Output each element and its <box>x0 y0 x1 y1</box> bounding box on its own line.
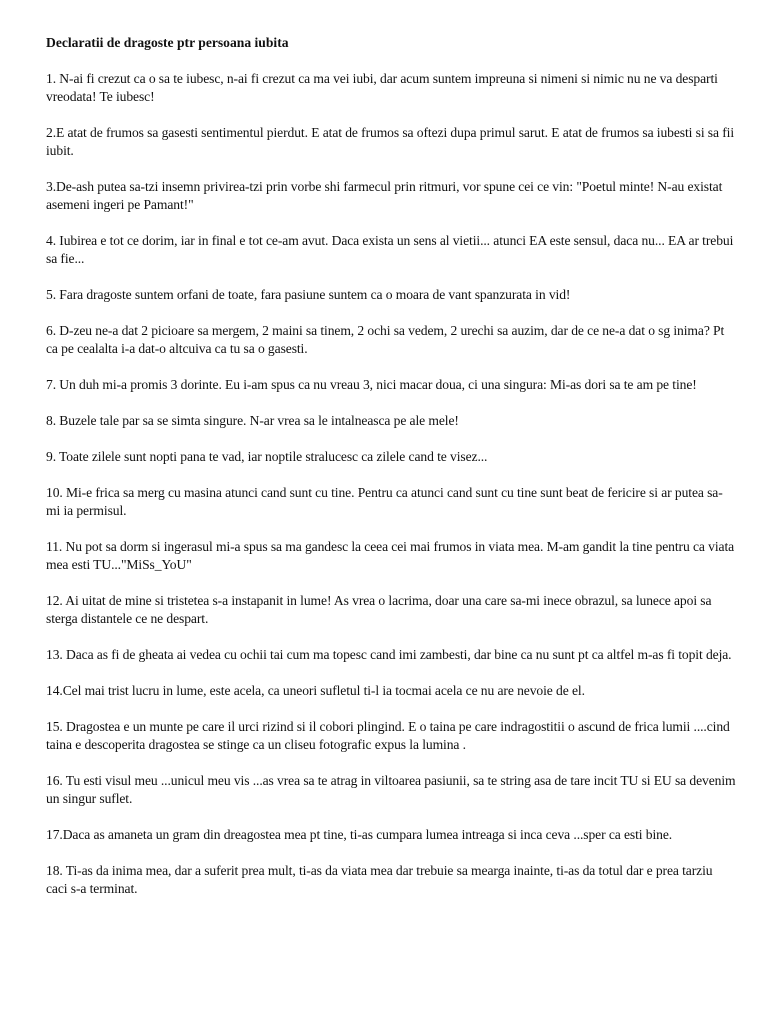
paragraph-4: 4. Iubirea e tot ce dorim, iar in final e tot ce-am avut. Daca exista un sens al vietii... atunci EA este sensul, daca nu... EA ar trebui sa fie... <box>46 233 734 266</box>
paragraph-11: 11. Nu pot sa dorm si ingerasul mi-a spus sa ma gandesc la ceea cei mai frumos in viata mea. M-am gandit la tine pentru ca viata mea esti TU..."MiSs_YoU" <box>46 539 735 572</box>
document-title: Declaratii de dragoste ptr persoana iubita <box>46 35 289 50</box>
paragraph-2: 2.E atat de frumos sa gasesti sentimentul pierdut. E atat de frumos sa oftezi dupa primul sarut. E atat de frumos sa iubesti si sa fii iubit. <box>46 125 735 158</box>
document-page <box>46 34 736 916</box>
paragraph-3: 3.De-ash putea sa-tzi insemn privirea-tzi prin vorbe shi farmecul prin ritmuri, vor spune cei ce vin: "Poetul minte! N-au existat asemeni ingeri pe Pamant!" <box>46 179 723 212</box>
paragraph-13: 13. Daca as fi de gheata ai vedea cu ochii tai cum ma topesc cand imi zambesti, dar bine ca nu sunt pt ca altfel m-as fi topit deja. <box>46 647 732 662</box>
paragraph-15: 15. Dragostea e un munte pe care il urci rizind si il cobori plingind. E o taina pe care indragostitii o ascund de frica lumii ....cind taina e descoperita dragostea se stinge ca un cliseu fotografic expus la lumina . <box>46 719 730 752</box>
paragraph-12: 12. Ai uitat de mine si tristetea s-a instapanit in lume! As vrea o lacrima, doar una care sa-mi inece obrazul, sa lunece apoi sa sterga distantele ce ne despart. <box>46 593 712 626</box>
paragraph-6: 6. D-zeu ne-a dat 2 picioare sa mergem, 2 maini sa tinem, 2 ochi sa vedem, 2 urechi sa auzim, dar de ce ne-a dat o sg inima? Pt ca pe cealalta i-a dat-o altcuiva ca tu sa o gasesti. <box>46 323 725 356</box>
paragraph-5: 5. Fara dragoste suntem orfani de toate, fara pasiune suntem ca o moara de vant spanzurata in vid! <box>46 287 571 302</box>
paragraph-14: 14.Cel mai trist lucru in lume, este acela, ca uneori sufletul ti-l ia tocmai acela ce nu are nevoie de el. <box>46 683 585 698</box>
paragraph-8: 8. Buzele tale par sa se simta singure. N-ar vrea sa le intalneasca pe ale mele! <box>46 413 459 428</box>
paragraph-10: 10. Mi-e frica sa merg cu masina atunci cand sunt cu tine. Pentru ca atunci cand sunt cu tine sunt beat de fericire si ar putea sa-mi ia permisul. <box>46 485 723 518</box>
paragraph-16: 16. Tu esti visul meu ...unicul meu vis ...as vrea sa te atrag in viltoarea pasiunii, sa te string asa de tare incit TU si EU sa devenim un singur suflet. <box>46 773 736 806</box>
paragraph-1: 1. N-ai fi crezut ca o sa te iubesc, n-ai fi crezut ca ma vei iubi, dar acum suntem impreuna si nimeni si nimic nu ne va desparti vreodata! Te iubesc! <box>46 71 718 104</box>
paragraph-7: 7. Un duh mi-a promis 3 dorinte. Eu i-am spus ca nu vreau 3, nici macar doua, ci una singura: Mi-as dori sa te am pe tine! <box>46 377 697 392</box>
paragraph-17: 17.Daca as amaneta un gram din dreagostea mea pt tine, ti-as cumpara lumea intreaga si inca ceva ...sper ca esti bine. <box>46 827 673 842</box>
paragraph-list <box>46 70 736 898</box>
paragraph-18: 18. Ti-as da inima mea, dar a suferit prea mult, ti-as da viata mea dar trebuie sa mearga inainte, ti-as da totul dar e prea tarziu caci s-a terminat. <box>46 863 713 896</box>
paragraph-9: 9. Toate zilele sunt nopti pana te vad, iar noptile stralucesc ca zilele cand te visez... <box>46 449 488 464</box>
